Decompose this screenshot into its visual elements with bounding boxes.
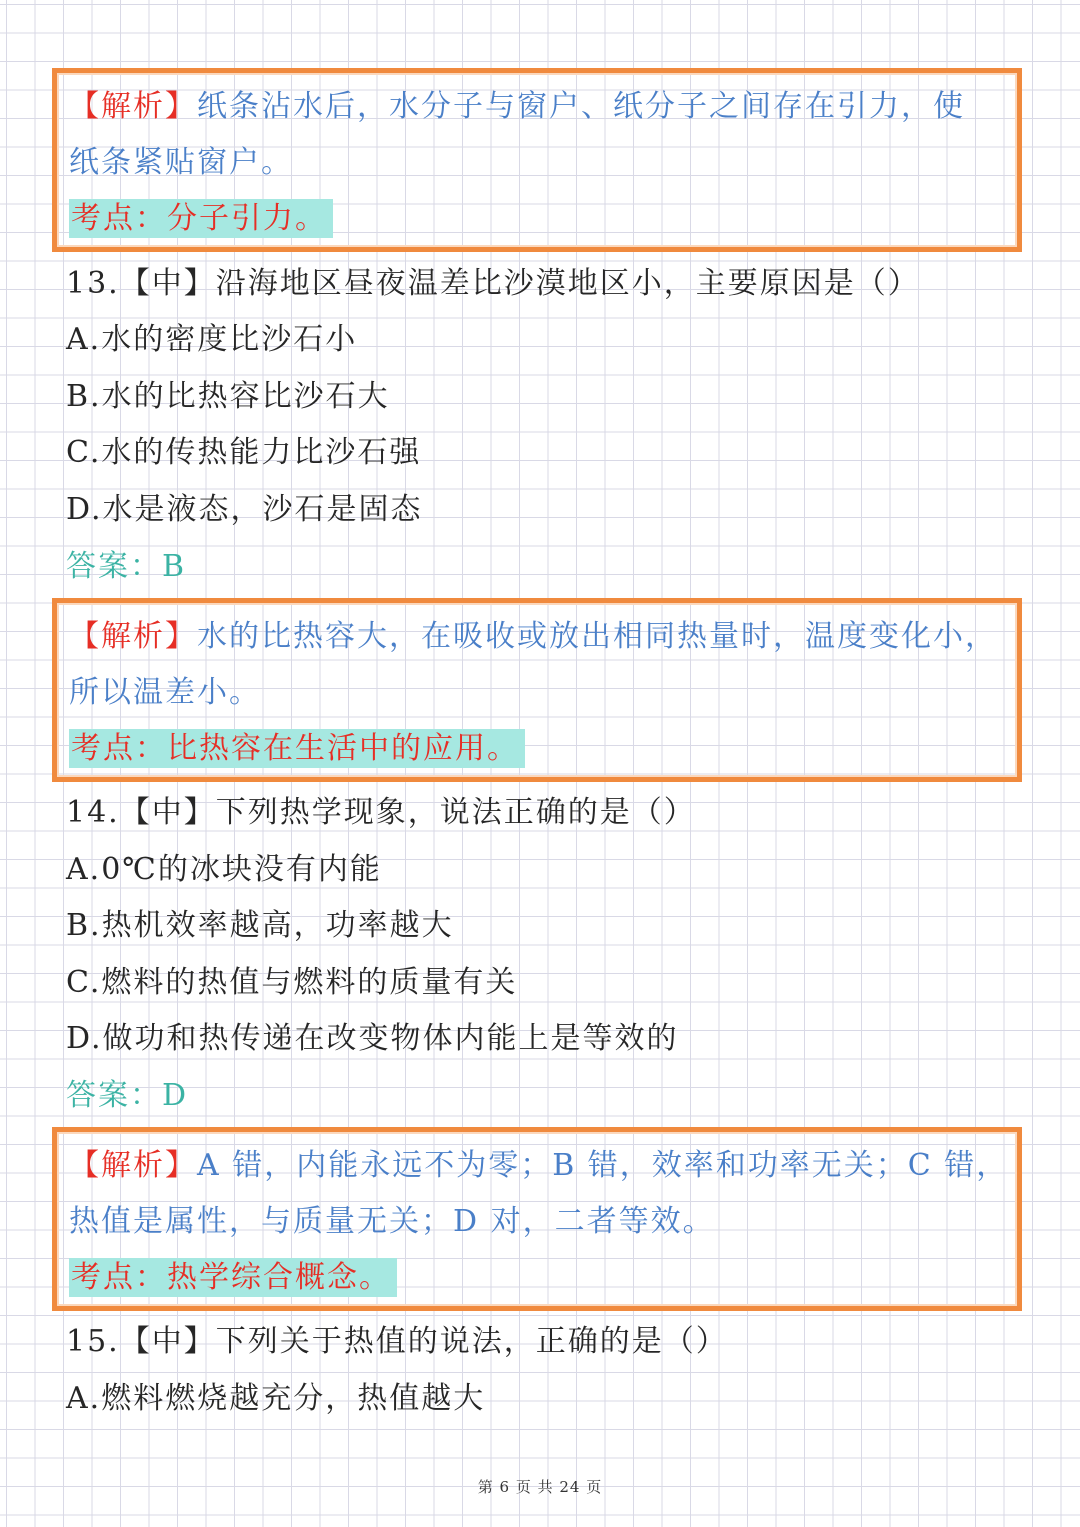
analysis-box — [52, 68, 1022, 252]
analysis-label: 【解析】 — [69, 1148, 197, 1183]
analysis-line — [69, 617, 997, 657]
keypoint-line — [69, 729, 525, 769]
question-stem: 13.【中】沿海地区昼夜温差比沙漠地区小，主要原因是（） — [66, 266, 920, 301]
analysis-label: 【解析】 — [69, 619, 197, 654]
keypoint-line — [69, 1258, 397, 1298]
option-item: C.燃料的热值与燃料的质量有关 — [66, 965, 518, 1000]
page-number: 第 6 页 共 24 页 — [477, 1478, 603, 1496]
option-item: D.做功和热传递在改变物体内能上是等效的 — [66, 1021, 679, 1056]
analysis-box — [52, 1127, 1022, 1311]
analysis-text: 热值是属性，与质量无关；D 对，二者等效。 — [69, 1204, 715, 1239]
analysis-text: 纸条沾水后，水分子与窗户、纸分子之间存在引力，使 — [197, 89, 965, 124]
question-stem: 14.【中】下列热学现象，说法正确的是（） — [66, 795, 696, 830]
option-item: D.水是液态，沙石是固态 — [66, 492, 423, 527]
keypoint-line — [69, 199, 333, 239]
analysis-text: A 错，内能永远不为零；B 错，效率和功率无关；C 错， — [197, 1148, 1009, 1183]
analysis-text: 水的比热容大，在吸收或放出相同热量时，温度变化小， — [197, 619, 997, 654]
analysis-line — [69, 1146, 1008, 1186]
analysis-text: 所以温差小。 — [69, 675, 261, 710]
option-item: C.水的传热能力比沙石强 — [66, 435, 422, 470]
option-item: B.水的比热容比沙石大 — [66, 379, 390, 414]
analysis-text: 纸条紧贴窗户。 — [69, 145, 293, 180]
keypoint-label: 考点：比热容在生活中的应用。 — [69, 729, 525, 768]
option-item: B.热机效率越高，功率越大 — [66, 908, 454, 943]
keypoint-label: 考点：热学综合概念。 — [69, 1258, 397, 1297]
option-item: A.燃料燃烧越充分，热值越大 — [66, 1381, 486, 1416]
keypoint-label: 考点：分子引力。 — [69, 199, 333, 238]
analysis-box — [52, 598, 1022, 782]
answer-line: 答案：D — [66, 1078, 189, 1113]
analysis-line — [69, 87, 965, 127]
question-stem: 15.【中】下列关于热值的说法，正确的是（） — [66, 1324, 728, 1359]
answer-line: 答案：B — [66, 549, 187, 584]
option-item: A.水的密度比沙石小 — [66, 322, 358, 357]
analysis-label: 【解析】 — [69, 89, 197, 124]
option-item: A.0℃的冰块没有内能 — [66, 852, 382, 887]
